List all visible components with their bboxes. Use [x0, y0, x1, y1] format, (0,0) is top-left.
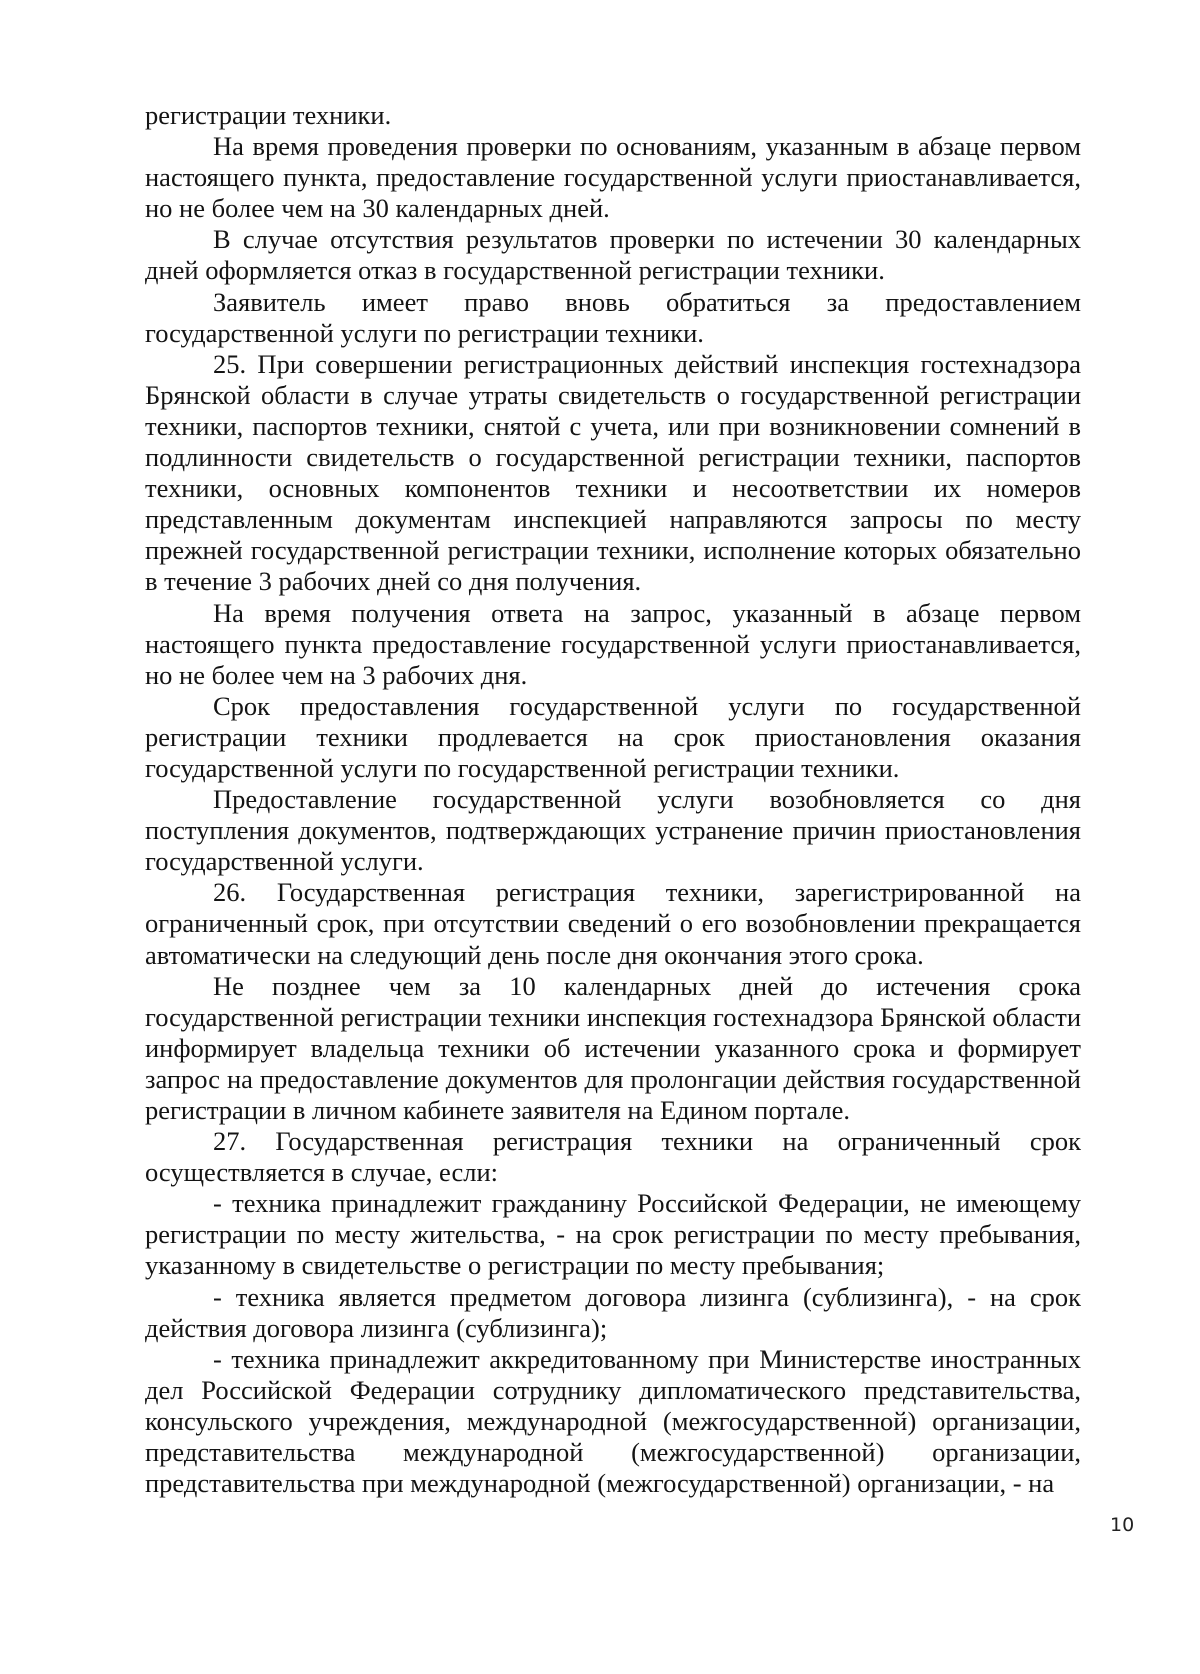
list-item-citizen: - техника принадлежит гражданину Российской Федерации, не имеющему регистрации по месту жительства, - на срок регистрации по месту пребывания, указанному в свидетельстве о регистрации по месту пребывания; [145, 1188, 1081, 1281]
paragraph-resumption: Предоставление государственной услуги возобновляется со дня поступления документов, подтверждающих устранение причин приостановления государственной услуги. [145, 784, 1081, 877]
paragraph-item-27: 27. Государственная регистрация техники на ограниченный срок осуществляется в случае, если: [145, 1126, 1081, 1188]
document-body [145, 100, 1081, 1499]
paragraph-continuation: регистрации техники. [145, 100, 392, 130]
paragraph-refusal: В случае отсутствия результатов проверки по истечении 30 календарных дней оформляется отказ в государственной регистрации техники. [145, 224, 1081, 286]
paragraph-item-25: 25. При совершении регистрационных действий инспекция гостехнадзора Брянской области в случае утраты свидетельств о государственной регистрации техники, паспортов техники, снятой с учета, или при возникновении сомнений в подлинности свидетельств о государственной регистрации техники, паспортов техники, основных компонентов техники и несоответствии их номеров представленным документам инспекцией направляются запросы по месту прежней государственной регистрации техники, исполнение которых обязательно в течение 3 рабочих дней со дня получения. [145, 348, 1081, 597]
list-item-diplomatic: - техника принадлежит аккредитованному при Министерстве иностранных дел Российской Федерации сотруднику дипломатического представительства, консульского учреждения, международной (межгосударственной) организации, представительства международной (межгосударственной) организации, представительства при международной (межгосударственной) организации, - на [145, 1343, 1081, 1499]
list-item-leasing: - техника является предметом договора лизинга (сублизинга), - на срок действия договора лизинга (сублизинга); [145, 1281, 1081, 1343]
paragraph-term-extension: Срок предоставления государственной услуги по государственной регистрации техники продлевается на срок приостановления оказания государственной услуги по государственной регистрации техники. [145, 690, 1081, 783]
paragraph-suspension-3-days: На время получения ответа на запрос, указанный в абзаце первом настоящего пункта предоставление государственной услуги приостанавливается, но не более чем на 3 рабочих дня. [145, 597, 1081, 690]
paragraph-notification: Не позднее чем за 10 календарных дней до истечения срока государственной регистрации техники инспекция гостехнадзора Брянской области информирует владельца техники об истечении указанного срока и формирует запрос на предоставление документов для пролонгации действия государственной регистрации в личном кабинете заявителя на Едином портале. [145, 970, 1081, 1125]
paragraph-reapply: Заявитель имеет право вновь обратиться за предоставлением государственной услуги по регистрации техники. [145, 286, 1081, 348]
page-number: 10 [1110, 1514, 1135, 1536]
paragraph-suspension-30-days: На время проведения проверки по основаниям, указанным в абзаце первом настоящего пункта, предоставление государственной услуги приостанавливается, но не более чем на 30 календарных дней. [145, 131, 1081, 224]
paragraph-item-26: 26. Государственная регистрация техники, зарегистрированной на ограниченный срок, при отсутствии сведений о его возобновлении прекращается автоматически на следующий день после дня окончания этого срока. [145, 877, 1081, 970]
